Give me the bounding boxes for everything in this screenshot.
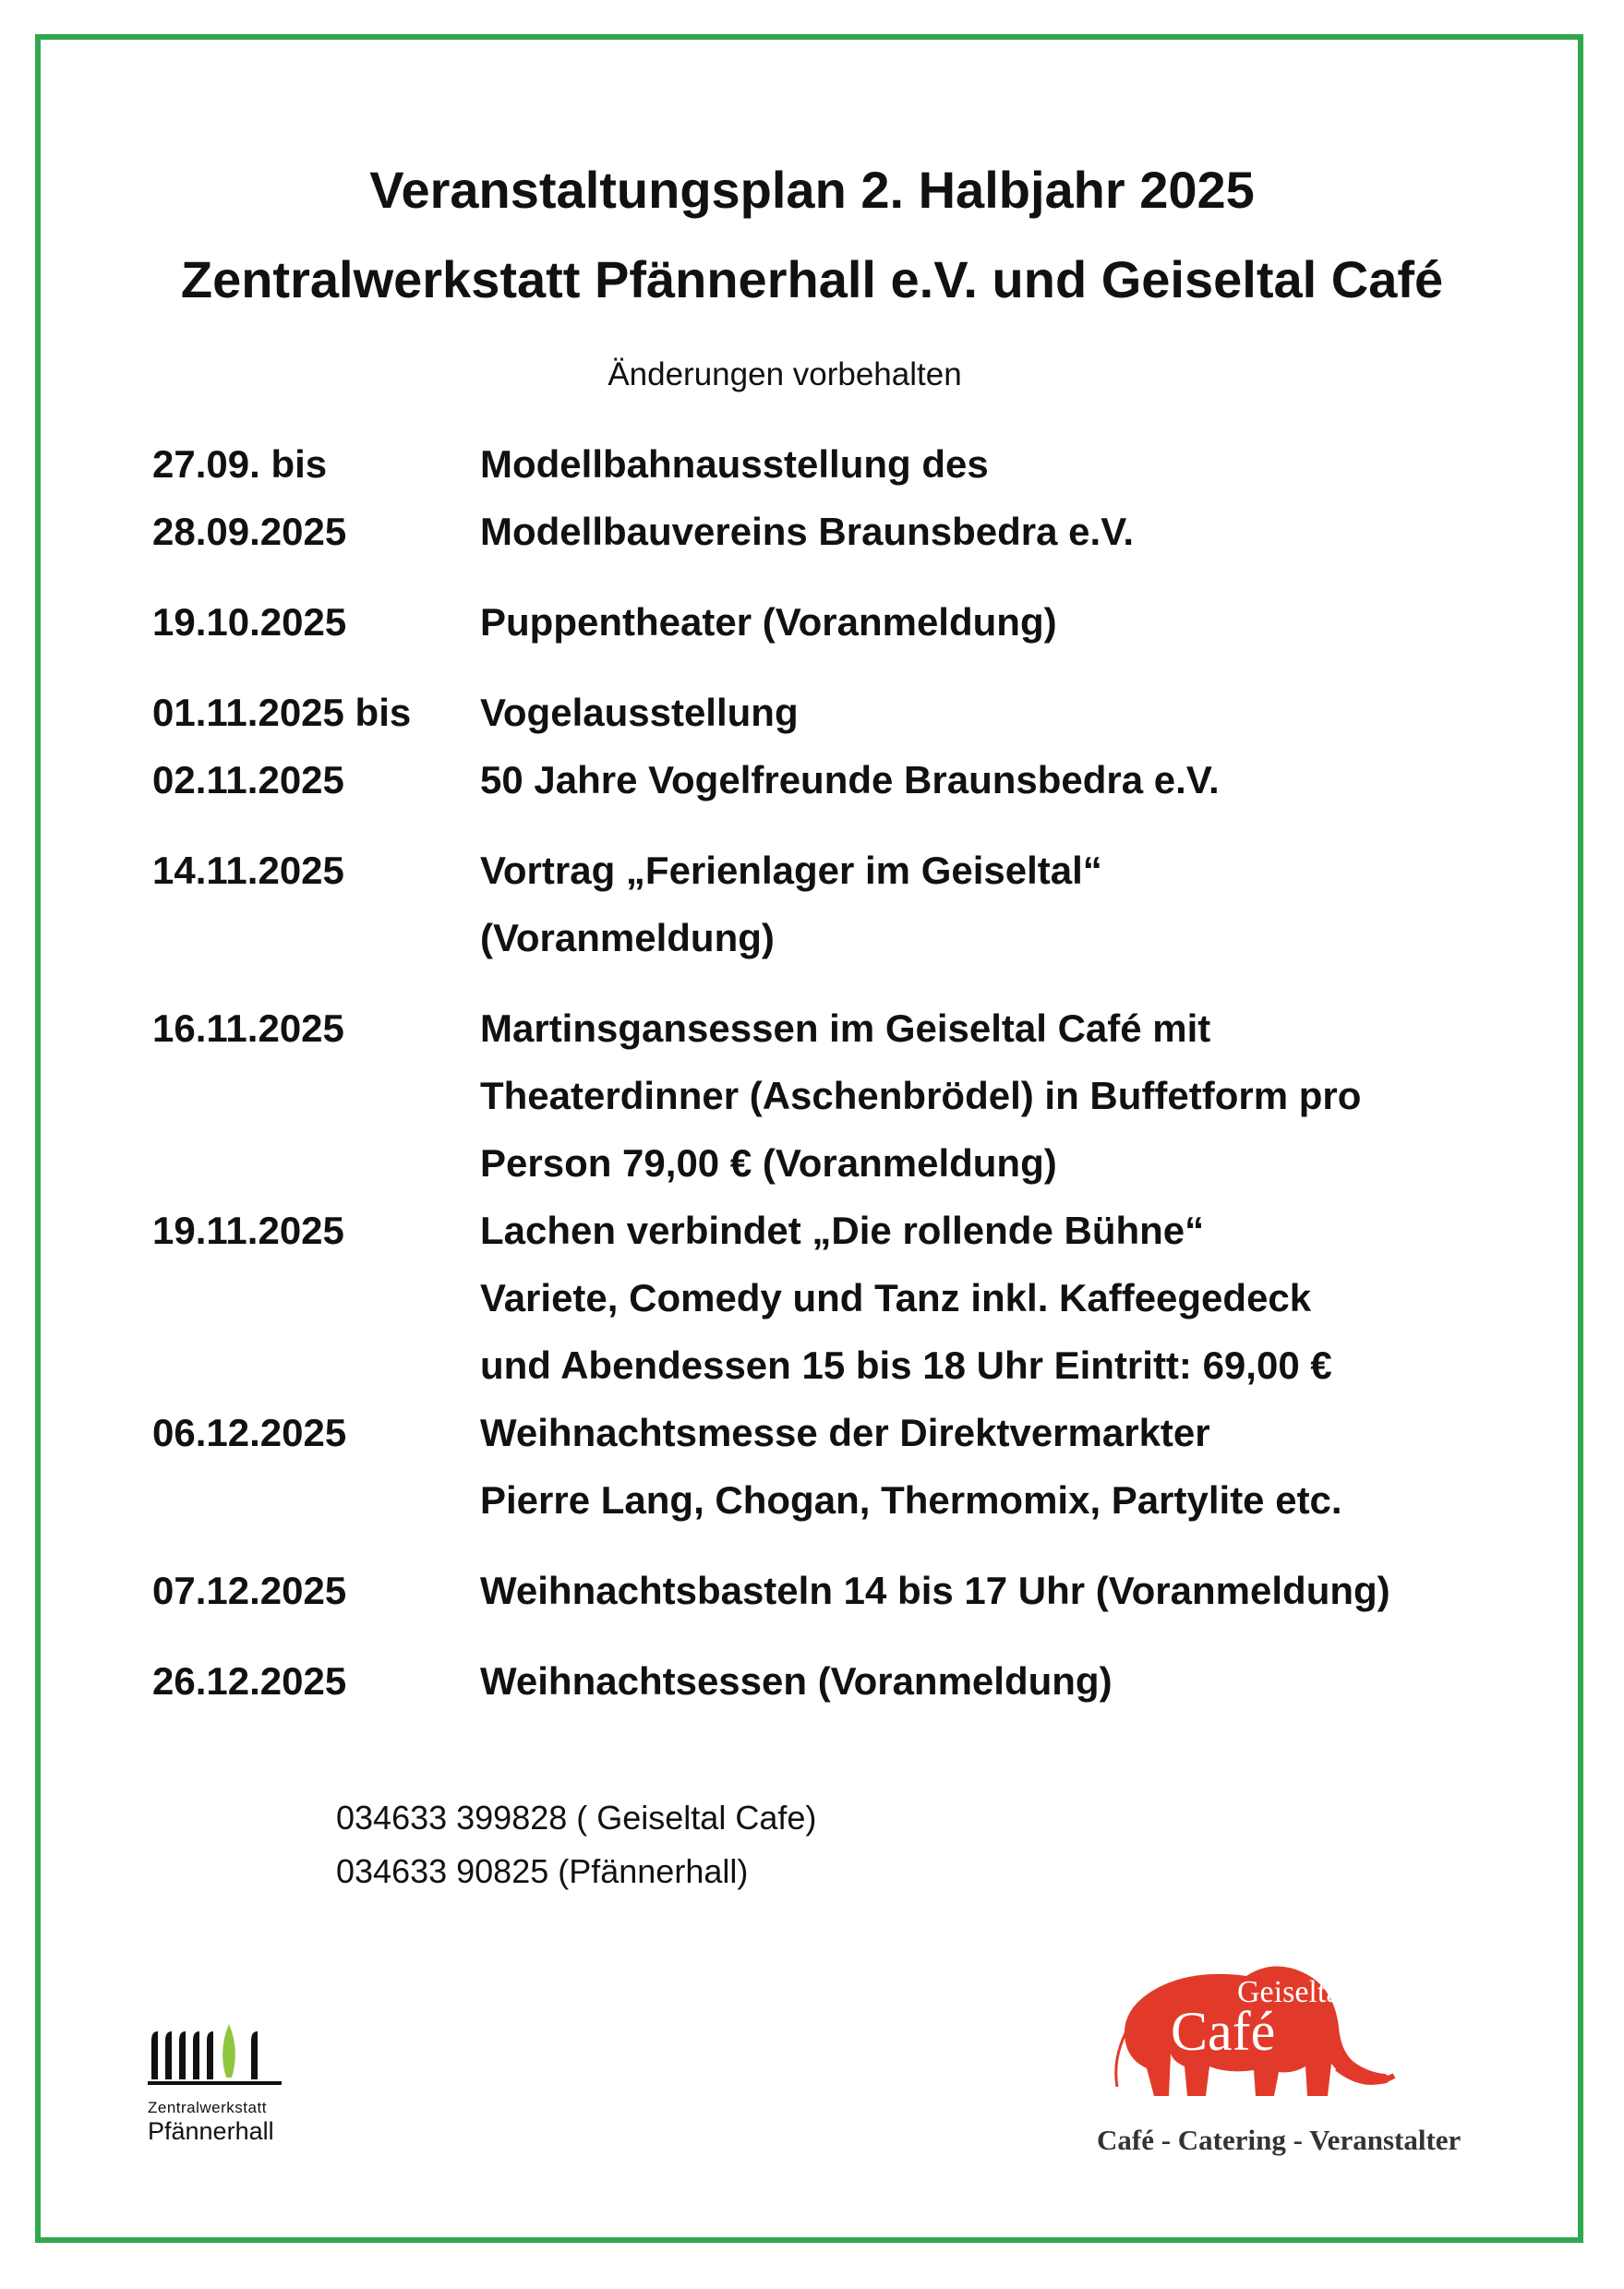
event-date: 19.11.2025 [152, 1209, 344, 1252]
event-row [152, 679, 1491, 813]
event-date: 19.10.2025 [152, 600, 347, 644]
event-row [152, 1197, 1491, 1399]
event-row [152, 588, 1491, 656]
event-row [152, 430, 1491, 565]
event-description: Modellbahnausstellung des Modellbauvereins Braunsbedra e.V. [480, 442, 1135, 553]
event-date: 27.09. bis 28.09.2025 [152, 442, 347, 553]
event-description: Weihnachtsmesse der Direktvermarkter Pierre Lang, Chogan, Thermomix, Partylite etc. [480, 1411, 1342, 1522]
event-row [152, 1399, 1491, 1534]
geiseltal-cafe-logo [1089, 1958, 1496, 2119]
mammoth-icon [1089, 1958, 1496, 2114]
event-date: 16.11.2025 [152, 1006, 344, 1050]
logo-name-line2: Pfännerhall [148, 2117, 274, 2145]
event-date: 01.11.2025 bis 02.11.2025 [152, 691, 412, 801]
event-list [152, 430, 1491, 1738]
logo-tagline: Café - Catering - Veranstalter [1097, 2124, 1462, 2156]
event-description: Martinsgansessen im Geiseltal Café mit Theaterdinner (Aschenbrödel) in Buffetform pro Person 79,00 € (Voranmeldung) [480, 1006, 1362, 1185]
event-description: Weihnachtsbasteln 14 bis 17 Uhr (Voranmeldung) [480, 1569, 1390, 1612]
event-date: 26.12.2025 [152, 1659, 347, 1703]
event-description: Puppentheater (Voranmeldung) [480, 600, 1057, 644]
event-date: 07.12.2025 [152, 1569, 347, 1612]
event-description: Weihnachtsessen (Voranmeldung) [480, 1659, 1113, 1703]
event-row [152, 837, 1491, 971]
event-description: Vortrag „Ferienlager im Geiseltal“ (Voranmeldung) [480, 849, 1102, 959]
event-row [152, 1647, 1491, 1715]
event-date: 14.11.2025 [152, 849, 344, 892]
pfaennerhall-logo [148, 2022, 300, 2146]
logo-name-line1: Zentralwerkstatt [148, 2099, 267, 2116]
page-subtitle-organizers: Zentralwerkstatt Pfännerhall e.V. und Geiseltal Café [180, 250, 1444, 308]
contact-info [336, 1791, 816, 1898]
logo-cafe-text: Café [1171, 2001, 1276, 2062]
chimneys-icon [148, 2022, 282, 2087]
changes-notice: Änderungen vorbehalten [607, 356, 962, 392]
logo-geiseltal-text: Geiseltal [1237, 1975, 1349, 2009]
phone-cafe: 034633 399828 ( Geiseltal Cafe) [336, 1799, 817, 1837]
event-row [152, 1557, 1491, 1624]
event-description: Vogelausstellung 50 Jahre Vogelfreunde Braunsbedra e.V. [480, 691, 1220, 801]
event-row [152, 994, 1491, 1197]
phone-pfaennerhall: 034633 90825 (Pfännerhall) [336, 1852, 749, 1890]
event-date: 06.12.2025 [152, 1411, 347, 1454]
page-title: Veranstaltungsplan 2. Halbjahr 2025 [369, 161, 1255, 219]
event-description: Lachen verbindet „Die rollende Bühne“ Variete, Comedy und Tanz inkl. Kaffeegedeck und Abendessen 15 bis 18 Uhr Eintritt: 69,00 € [480, 1209, 1332, 1387]
